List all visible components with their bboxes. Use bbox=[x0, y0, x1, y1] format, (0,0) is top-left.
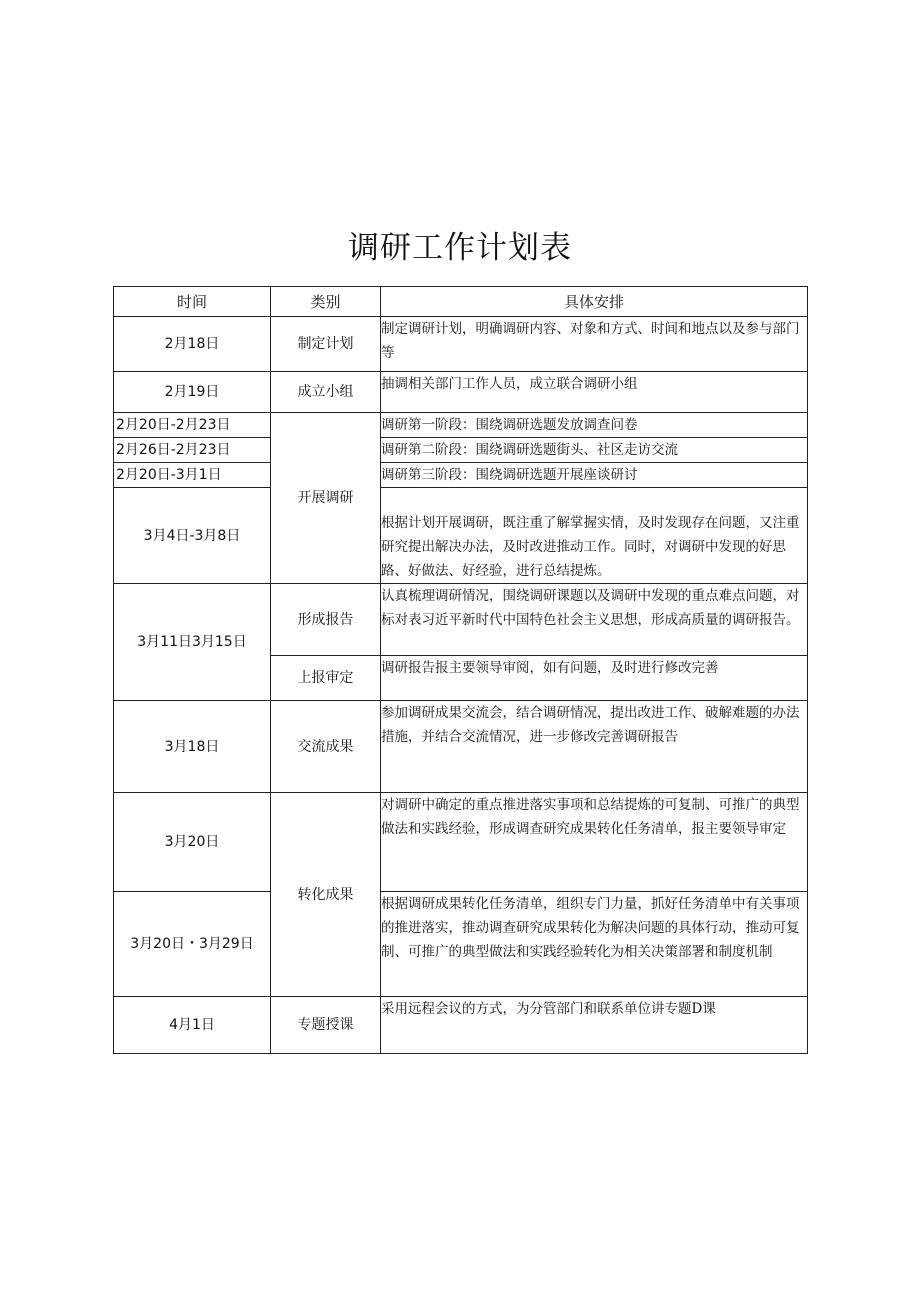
table-row bbox=[114, 372, 808, 413]
category-cell: 转化成果 bbox=[271, 793, 381, 997]
category-cell: 成立小组 bbox=[271, 372, 381, 413]
arrangement-cell: 根据调研成果转化任务清单，组织专门力量，抓好任务清单中有关事项的推进落实，推动调查研究成果转化为解决问题的具体行动，推动可复制、可推广的典型做法和实践经验转化为相关决策部署和制度机制 bbox=[381, 892, 808, 997]
table-row bbox=[114, 438, 808, 463]
time-cell: 3月4日-3月8日 bbox=[114, 488, 271, 584]
table-header-row bbox=[114, 287, 808, 317]
category-cell: 制定计划 bbox=[271, 317, 381, 372]
arrangement-cell: 调研报告报主要领导审阅，如有问题，及时进行修改完善 bbox=[381, 656, 808, 701]
table-row bbox=[114, 488, 808, 584]
table-row bbox=[114, 413, 808, 438]
table-row bbox=[114, 463, 808, 488]
time-cell: 3月20日 bbox=[114, 793, 271, 892]
category-cell: 上报审定 bbox=[271, 656, 381, 701]
header-category: 类别 bbox=[271, 287, 381, 317]
arrangement-cell: 调研第三阶段：围绕调研选题开展座谈研讨 bbox=[381, 463, 808, 488]
table-row bbox=[114, 317, 808, 372]
time-cell: 3月20日・3月29日 bbox=[114, 892, 271, 997]
category-cell: 开展调研 bbox=[271, 413, 381, 584]
arrangement-cell: 认真梳理调研情况，围绕调研课题以及调研中发现的重点难点问题，对标对表习近平新时代中国特色社会主义思想，形成高质量的调研报告。 bbox=[381, 584, 808, 656]
time-cell: 3月11日3月15日 bbox=[114, 584, 271, 701]
arrangement-cell: 调研第二阶段：围绕调研选题街头、社区走访交流 bbox=[381, 438, 808, 463]
category-cell: 形成报告 bbox=[271, 584, 381, 656]
arrangement-cell: 参加调研成果交流会，结合调研情况，提出改进工作、破解难题的办法措施，并结合交流情况，进一步修改完善调研报告 bbox=[381, 701, 808, 793]
time-cell: 2月20日-3月1日 bbox=[114, 463, 271, 488]
time-cell: 2月20日-2月23日 bbox=[114, 413, 271, 438]
table-row bbox=[114, 701, 808, 793]
time-cell: 2月18日 bbox=[114, 317, 271, 372]
table-row bbox=[114, 793, 808, 892]
arrangement-cell: 对调研中确定的重点推进落实事项和总结提炼的可复制、可推广的典型做法和实践经验，形成调查研究成果转化任务清单，报主要领导审定 bbox=[381, 793, 808, 892]
category-cell: 交流成果 bbox=[271, 701, 381, 793]
arrangement-cell: 根据计划开展调研，既注重了解掌握实情，及时发现存在问题，又注重研究提出解决办法，及时改进推动工作。同时，对调研中发现的好思路、好做法、好经验，进行总结提炼。 bbox=[381, 488, 808, 584]
table-row bbox=[114, 584, 808, 656]
arrangement-cell: 调研第一阶段：围绕调研选题发放调查问卷 bbox=[381, 413, 808, 438]
time-cell: 3月18日 bbox=[114, 701, 271, 793]
header-arrangement: 具体安排 bbox=[381, 287, 808, 317]
time-cell: 2月26日-2月23日 bbox=[114, 438, 271, 463]
table-row bbox=[114, 892, 808, 997]
arrangement-cell: 抽调相关部门工作人员，成立联合调研小组 bbox=[381, 372, 808, 413]
arrangement-cell: 制定调研计划，明确调研内容、对象和方式、时间和地点以及参与部门等 bbox=[381, 317, 808, 372]
table-row bbox=[114, 997, 808, 1054]
page-title: 调研工作计划表 bbox=[348, 230, 572, 266]
time-cell: 4月1日 bbox=[114, 997, 271, 1054]
plan-table bbox=[113, 286, 808, 1054]
arrangement-cell: 采用远程会议的方式，为分管部门和联系单位讲专题D课 bbox=[381, 997, 808, 1054]
time-cell: 2月19日 bbox=[114, 372, 271, 413]
category-cell: 专题授课 bbox=[271, 997, 381, 1054]
header-time: 时间 bbox=[114, 287, 271, 317]
